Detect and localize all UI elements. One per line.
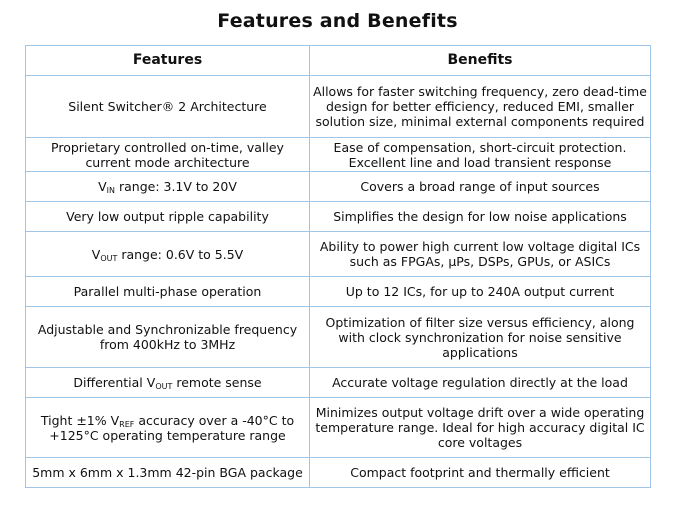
benefit-cell: Allows for faster switching frequency, zero dead-time design for better efficiency, reduced EMI, smaller solution size, minimal external components required bbox=[310, 76, 651, 138]
feature-subscript: OUT bbox=[100, 253, 118, 263]
page-title: Features and Benefits bbox=[217, 10, 458, 32]
benefit-cell: Compact footprint and thermally efficient bbox=[310, 458, 651, 488]
features-benefits-table bbox=[25, 45, 651, 488]
table-row bbox=[26, 172, 651, 202]
feature-text: range: 3.1V to 20V bbox=[115, 179, 237, 194]
table-row bbox=[26, 138, 651, 172]
feature-text: Differential V bbox=[73, 375, 156, 390]
feature-cell bbox=[26, 368, 310, 398]
feature-text: remote sense bbox=[172, 375, 262, 390]
benefit-cell: Ability to power high current low voltage digital ICs such as FPGAs, µPs, DSPs, GPUs, or ASICs bbox=[310, 232, 651, 277]
benefit-cell: Minimizes output voltage drift over a wide operating temperature range. Ideal for high accuracy digital IC core voltages bbox=[310, 398, 651, 458]
feature-subscript: REF bbox=[119, 419, 135, 429]
feature-cell bbox=[26, 398, 310, 458]
feature-cell: Proprietary controlled on-time, valley current mode architecture bbox=[26, 138, 310, 172]
feature-cell bbox=[26, 172, 310, 202]
benefit-cell: Accurate voltage regulation directly at the load bbox=[310, 368, 651, 398]
table-row bbox=[26, 232, 651, 277]
table-row bbox=[26, 202, 651, 232]
feature-text: V bbox=[98, 179, 107, 194]
feature-cell: 5mm x 6mm x 1.3mm 42-pin BGA package bbox=[26, 458, 310, 488]
benefit-cell: Optimization of filter size versus efficiency, along with clock synchronization for noise sensitive applications bbox=[310, 307, 651, 368]
benefit-cell: Simplifies the design for low noise applications bbox=[310, 202, 651, 232]
features-column-header: Features bbox=[26, 46, 310, 76]
table-row bbox=[26, 368, 651, 398]
feature-subscript: OUT bbox=[155, 382, 173, 391]
feature-text: range: 0.6V to 5.5V bbox=[117, 246, 244, 262]
feature-cell: Parallel multi-phase operation bbox=[26, 277, 310, 307]
feature-cell bbox=[26, 232, 310, 277]
benefit-cell: Up to 12 ICs, for up to 240A output current bbox=[310, 277, 651, 307]
feature-cell: Adjustable and Synchronizable frequency from 400kHz to 3MHz bbox=[26, 307, 310, 368]
benefits-column-header: Benefits bbox=[310, 46, 651, 76]
feature-subscript: IN bbox=[106, 186, 115, 195]
table-row bbox=[26, 458, 651, 488]
benefit-cell: Covers a broad range of input sources bbox=[310, 172, 651, 202]
feature-cell: Silent Switcher® 2 Architecture bbox=[26, 76, 310, 138]
table-header-row bbox=[26, 46, 651, 76]
feature-text: Tight ±1% V bbox=[40, 412, 120, 428]
feature-text: V bbox=[91, 246, 101, 262]
table-row bbox=[26, 307, 651, 368]
feature-text: accuracy over a -40°C to +125°C operating temperature range bbox=[49, 412, 295, 443]
table-row bbox=[26, 76, 651, 138]
table-row bbox=[26, 277, 651, 307]
benefit-cell: Ease of compensation, short-circuit protection. Excellent line and load transient response bbox=[310, 138, 651, 172]
table-row bbox=[26, 398, 651, 458]
feature-cell: Very low output ripple capability bbox=[26, 202, 310, 232]
